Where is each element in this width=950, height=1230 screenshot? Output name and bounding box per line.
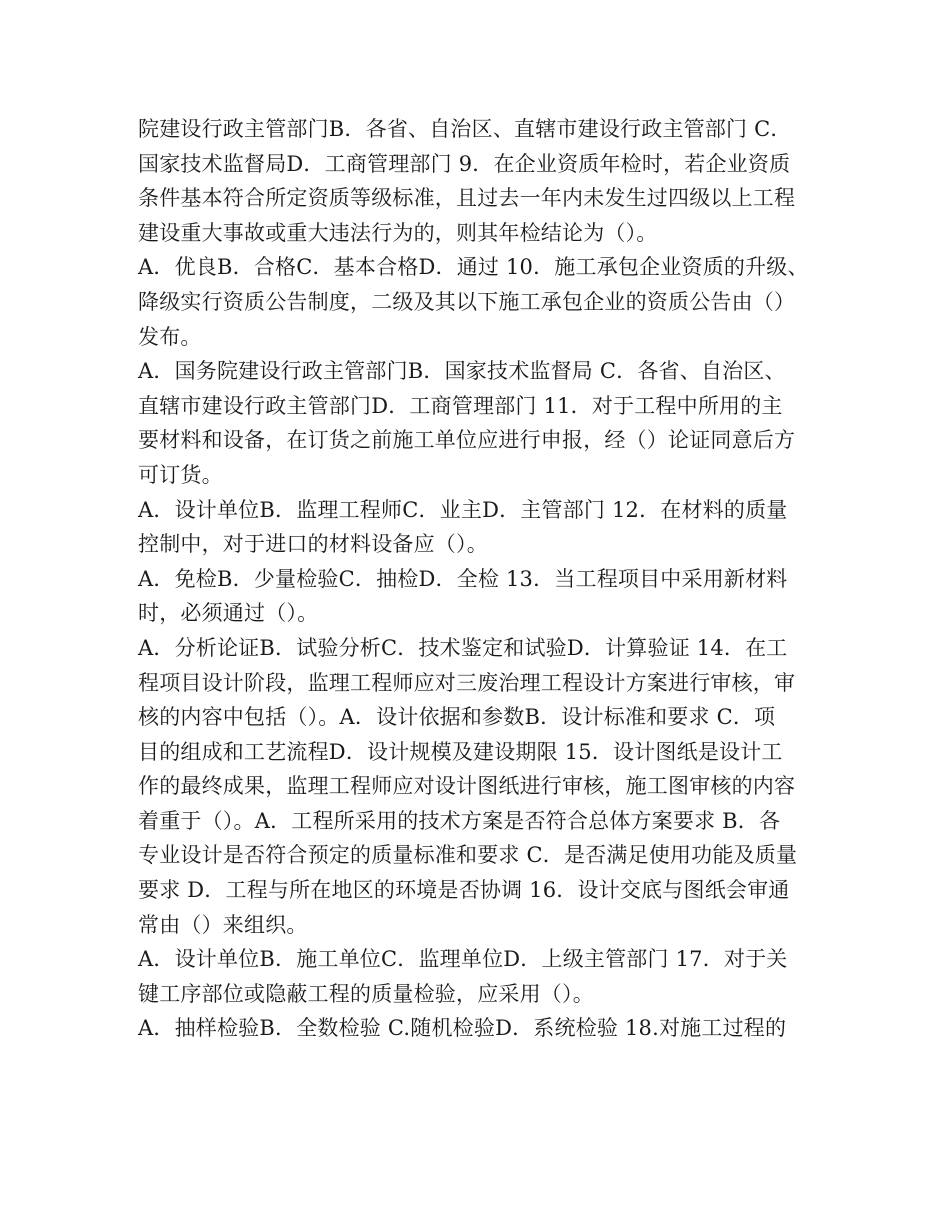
- text-line: 直辖市建设行政主管部门D．工商管理部门 11．对于工程中所用的主: [138, 393, 783, 418]
- text-line: 发布。: [138, 324, 202, 349]
- document-body: [138, 112, 828, 1046]
- text-line: 院建设行政主管部门B．各省、自治区、直辖市建设行政主管部门 C．: [138, 117, 792, 141]
- text-line: 程项目设计阶段，监理工程师应对三废治理工程设计方案进行审核，审: [138, 670, 796, 695]
- text-line: 着重于（）。A．工程所采用的技术方案是否符合总体方案要求 B．各: [138, 808, 781, 833]
- text-line: 核的内容中包括（）。A．设计依据和参数B．设计标准和要求 C．项: [138, 705, 776, 730]
- text-line: 控制中，对于进口的材料设备应（）。: [138, 532, 488, 557]
- text-line: A．设计单位B．监理工程师C．业主D．主管部门 12．在材料的质量: [138, 497, 788, 522]
- text-line: 可订货。: [138, 462, 223, 487]
- text-line: A．优良B．合格C．基本合格D．通过 10．施工承包企业资质的升级、: [138, 255, 809, 280]
- text-line: A．分析论证B．试验分析C．技术鉴定和试验D．计算验证 14．在工: [138, 635, 788, 660]
- text-line: A．设计单位B．施工单位C．监理单位D．上级主管部门 17．对于关: [138, 947, 788, 972]
- text-line: 降级实行资质公告制度，二级及其以下施工承包企业的资质公告由（）: [138, 289, 796, 314]
- text-line: 作的最终成果，监理工程师应对设计图纸进行审核，施工图审核的内容: [138, 774, 796, 799]
- text-line: A．免检B．少量检验C．抽检D．全检 13．当工程项目中采用新材料: [138, 566, 788, 591]
- text-line: 条件基本符合所定资质等级标准，且过去一年内未发生过四级以上工程: [138, 186, 796, 211]
- text-line: 常由（）来组织。: [138, 912, 308, 937]
- text-line: 国家技术监督局D．工商管理部门 9．在企业资质年检时，若企业资质: [138, 151, 791, 176]
- text-line: A．抽样检验B．全数检验 C.随机检验D．系统检验 18.对施工过程的: [138, 1016, 787, 1041]
- text-line: 键工序部位或隐蔽工程的质量检验，应采用（）。: [138, 981, 594, 1006]
- text-line: 时，必须通过（）。: [138, 601, 319, 626]
- text-line: 目的组成和工艺流程D．设计规模及建设期限 15．设计图纸是设计工: [138, 739, 783, 764]
- text-line: 专业设计是否符合预定的质量标准和要求 C．是否满足使用功能及质量: [138, 843, 798, 868]
- text-line: 要材料和设备，在订货之前施工单位应进行申报，经（）论证同意后方: [138, 428, 796, 453]
- text-line: 建设重大事故或重大违法行为的，则其年检结论为（）。: [138, 220, 658, 245]
- text-line: 要求 D．工程与所在地区的环境是否协调 16．设计交底与图纸会审通: [138, 878, 790, 903]
- text-line: A．国务院建设行政主管部门B．国家技术监督局 C．各省、自治区、: [138, 359, 786, 384]
